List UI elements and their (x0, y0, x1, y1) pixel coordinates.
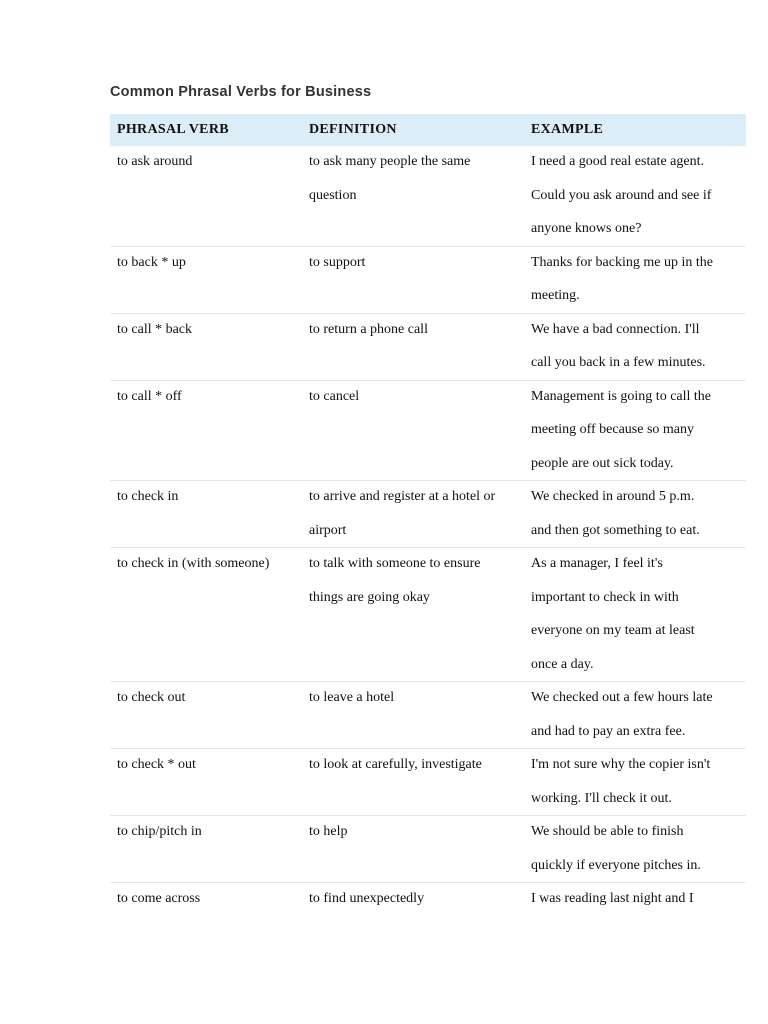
example-line: people are out sick today. (531, 455, 674, 471)
example-line: quickly if everyone pitches in. (531, 857, 701, 873)
example-line: I'm not sure why the copier isn't (531, 757, 711, 772)
example-line: As a manager, I feel it's (531, 556, 663, 571)
definition-line: to support (309, 254, 366, 270)
page-title: Common Phrasal Verbs for Business (110, 84, 372, 100)
example-line: I was reading last night and I (531, 891, 694, 906)
phrasal-verb-cell (110, 146, 302, 246)
phrasal-verb-cell (110, 682, 302, 749)
example-cell (524, 380, 746, 481)
example-cell (524, 313, 746, 380)
phrasal-verb-text: to check out (117, 690, 186, 705)
example-cell (524, 682, 746, 749)
table-row (110, 682, 746, 749)
example-line: Management is going to call the (531, 388, 712, 404)
definition-cell (302, 883, 524, 916)
definition-cell (302, 816, 524, 883)
example-line: We should be able to finish (531, 824, 684, 839)
definition-line: to cancel (309, 388, 360, 404)
definition-cell (302, 313, 524, 380)
phrasal-verb-text: to check in (with someone) (117, 556, 270, 571)
definition-line: to find unexpectedly (309, 891, 425, 906)
definition-line: to return a phone call (309, 321, 428, 337)
example-line: and then got something to eat. (531, 522, 700, 538)
example-line: important to check in with (531, 589, 679, 605)
definition-line: to arrive and register at a hotel or (309, 489, 496, 504)
example-line: call you back in a few minutes. (531, 355, 706, 370)
definition-line: to talk with someone to ensure (309, 556, 481, 571)
definition-line: airport (309, 522, 347, 538)
table-row (110, 816, 746, 883)
example-cell (524, 548, 746, 682)
definition-line: question (309, 187, 357, 203)
example-line: I need a good real estate agent. (531, 154, 704, 169)
table-body (110, 146, 746, 916)
definition-cell (302, 749, 524, 816)
table-row (110, 883, 746, 916)
phrasal-verb-cell (110, 380, 302, 481)
definition-cell (302, 682, 524, 749)
phrasal-verb-cell (110, 749, 302, 816)
table-row (110, 481, 746, 548)
example-line: working. I'll check it out. (531, 790, 672, 806)
table-header (110, 114, 746, 146)
phrasal-verb-text: to chip/pitch in (117, 824, 202, 839)
definition-line: to help (309, 824, 348, 839)
table-row (110, 146, 746, 246)
definition-line: to leave a hotel (309, 690, 395, 705)
phrasal-verb-text: to check in (117, 489, 179, 504)
example-line: meeting off because so many (531, 422, 695, 437)
example-line: and had to pay an extra fee. (531, 723, 686, 739)
table-row (110, 548, 746, 682)
example-cell (524, 146, 746, 246)
phrasal-verb-cell (110, 313, 302, 380)
column-header-phrasal-verb: PHRASAL VERB (117, 122, 229, 137)
phrasal-verb-text: to call * back (117, 321, 193, 337)
table-row (110, 380, 746, 481)
table-row (110, 313, 746, 380)
example-cell (524, 816, 746, 883)
example-line: We checked in around 5 p.m. (531, 489, 695, 504)
example-cell (524, 749, 746, 816)
phrasal-verb-cell (110, 548, 302, 682)
example-cell (524, 246, 746, 313)
example-line: everyone on my team at least (531, 623, 695, 638)
phrasal-verb-text: to ask around (117, 154, 193, 169)
phrasal-verb-text: to check * out (117, 757, 196, 772)
example-line: We have a bad connection. I'll (531, 321, 700, 337)
example-line: meeting. (531, 288, 580, 303)
definition-cell (302, 548, 524, 682)
phrasal-verb-cell (110, 816, 302, 883)
definition-line: things are going okay (309, 589, 430, 605)
example-line: We checked out a few hours late (531, 690, 713, 705)
column-header-definition: DEFINITION (309, 122, 397, 137)
table-row (110, 246, 746, 313)
definition-line: to look at carefully, investigate (309, 757, 482, 772)
phrasal-verb-cell (110, 481, 302, 548)
example-cell (524, 883, 746, 916)
phrasal-verb-cell (110, 246, 302, 313)
definition-cell (302, 481, 524, 548)
phrasal-verb-cell (110, 883, 302, 916)
example-line: Thanks for backing me up in the (531, 254, 713, 270)
example-cell (524, 481, 746, 548)
definition-cell (302, 246, 524, 313)
phrasal-verb-text: to call * off (117, 388, 182, 404)
phrasal-verb-text: to come across (117, 891, 201, 906)
definition-cell (302, 380, 524, 481)
phrasal-verb-text: to back * up (117, 254, 186, 270)
table-row (110, 749, 746, 816)
example-line: anyone knows one? (531, 221, 642, 236)
table-header-row (110, 114, 746, 146)
phrasal-verbs-table (110, 114, 746, 916)
example-line: Could you ask around and see if (531, 187, 712, 203)
definition-line: to ask many people the same (309, 154, 471, 169)
column-header-example: EXAMPLE (531, 122, 604, 137)
example-line: once a day. (531, 656, 594, 672)
definition-cell (302, 146, 524, 246)
